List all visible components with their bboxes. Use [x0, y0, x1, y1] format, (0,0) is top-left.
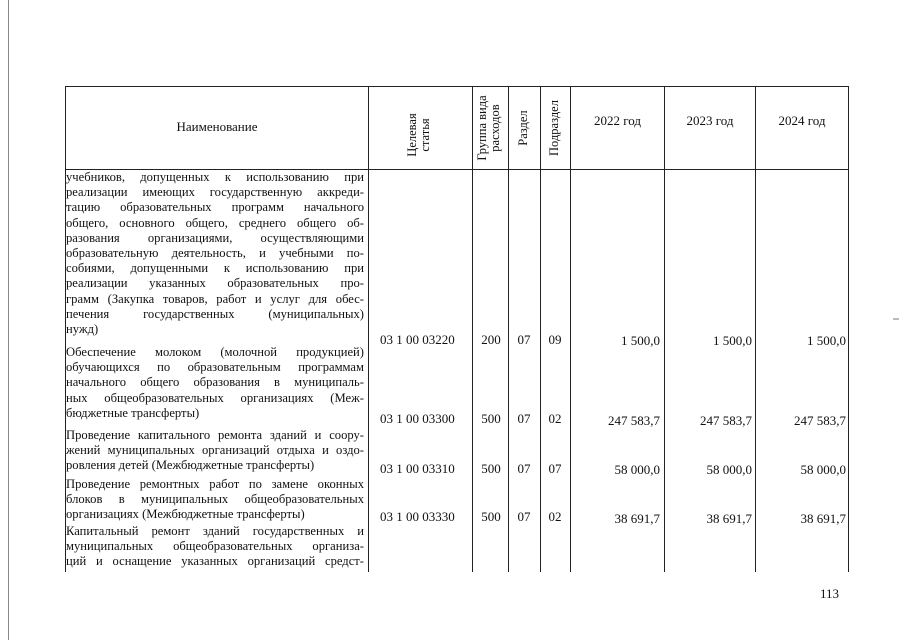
header-name: Наименование	[176, 119, 258, 134]
description-line: Проведение капитального ремонта зданий и соору-	[66, 428, 364, 442]
row-description	[66, 428, 364, 474]
description-line: муниципальных общеобразовательных организа-	[66, 539, 364, 554]
header-2024: 2024 год	[778, 113, 826, 128]
description-line: печения государственных (муниципальных)	[66, 306, 364, 321]
description-line: реализации указанных образовательных про-	[66, 276, 364, 291]
description-line: разования организациями, осуществляющими	[66, 230, 364, 245]
target-article-code: 03 1 00 03300	[380, 411, 455, 426]
col-border-name	[368, 86, 369, 572]
description-line: нужд)	[66, 321, 99, 336]
amount-2023: 1 500,0	[713, 333, 752, 348]
row-description	[66, 477, 364, 523]
row-description	[66, 345, 364, 421]
header-expense-group	[476, 78, 504, 178]
section-code: 07	[517, 332, 531, 347]
description-line: грамм (Закупка товаров, работ и услуг для обес-	[66, 291, 364, 306]
header-group-line1: Группа вида	[475, 95, 489, 161]
col-border-section	[540, 86, 541, 572]
header-2022: 2022 год	[594, 113, 641, 128]
target-article-code: 03 1 00 03310	[380, 461, 455, 476]
row-description	[66, 170, 364, 337]
subsection-code: 02	[548, 509, 562, 524]
description-line: тацию образовательных программ начального	[66, 200, 364, 215]
amount-2022: 247 583,7	[608, 413, 660, 428]
expense-group-code: 200	[481, 332, 501, 347]
col-border-subsection	[570, 86, 571, 572]
amount-2022: 1 500,0	[621, 333, 660, 348]
amount-2024: 58 000,0	[800, 462, 846, 477]
description-line: Проведение ремонтных работ по замене оконных	[66, 477, 364, 491]
header-target-line2: статья	[418, 118, 432, 152]
header-2023: 2023 год	[686, 113, 734, 128]
description-line: начального общего образования в муниципаль-	[66, 375, 364, 390]
col-border-2022	[664, 86, 665, 572]
header-group-line2: расходов	[488, 104, 502, 152]
header-section: Раздел	[516, 110, 530, 146]
subsection-code: 07	[548, 461, 562, 476]
page-number: 113	[820, 586, 840, 601]
col-border-right	[848, 86, 849, 572]
section-code: 07	[517, 509, 531, 524]
subsection-code: 09	[548, 332, 562, 347]
scan-artifact	[893, 318, 899, 320]
description-line: ных общеобразовательных организациях (Меж-	[66, 390, 364, 405]
expense-group-code: 500	[481, 461, 501, 476]
col-border-code	[472, 86, 473, 572]
description-line: общего, основного общего, среднего общего об-	[66, 215, 364, 230]
description-line: собиями, допущенными к использованию при	[66, 261, 364, 276]
description-line: обучающихся по образовательным программам	[66, 360, 364, 375]
description-line: ций и оснащение указанных организаций средст-	[66, 554, 364, 569]
target-article-code: 03 1 00 03220	[380, 332, 455, 347]
amount-2023: 38 691,7	[706, 511, 752, 526]
description-line: организациях (Межбюджетные трансферты)	[66, 507, 305, 522]
amount-2022: 58 000,0	[614, 462, 660, 477]
col-border-group	[508, 86, 509, 572]
scan-left-edge	[8, 0, 9, 640]
amount-2024: 1 500,0	[807, 333, 846, 348]
description-line: Капитальный ремонт зданий государственных и	[66, 524, 364, 538]
description-line: жений муниципальных организаций отдыха и оздо-	[66, 443, 364, 458]
row-description	[66, 524, 364, 570]
amount-2024: 247 583,7	[794, 413, 846, 428]
description-line: блоков в муниципальных общеобразовательных	[66, 492, 364, 507]
col-border-2023	[755, 86, 756, 572]
description-line: реализации имеющих государственную аккреди-	[66, 185, 364, 200]
section-code: 07	[517, 461, 531, 476]
table-top-border	[65, 86, 849, 87]
amount-2022: 38 691,7	[614, 511, 660, 526]
header-target-line1: Целевая	[405, 113, 419, 157]
amount-2024: 38 691,7	[800, 511, 846, 526]
description-line: ровления детей (Межбюджетные трансферты)	[66, 458, 315, 473]
header-target-article	[406, 85, 434, 185]
expense-group-code: 500	[481, 411, 501, 426]
subsection-code: 02	[548, 411, 562, 426]
description-line: бюджетные трансферты)	[66, 405, 200, 420]
amount-2023: 247 583,7	[700, 413, 752, 428]
header-subsection: Подраздел	[547, 100, 561, 156]
amount-2023: 58 000,0	[706, 462, 752, 477]
target-article-code: 03 1 00 03330	[380, 509, 455, 524]
description-line: учебников, допущенных к использованию при	[66, 170, 364, 184]
section-code: 07	[517, 411, 531, 426]
description-line: Обеспечение молоком (молочной продукцией)	[66, 345, 364, 359]
expense-group-code: 500	[481, 509, 501, 524]
description-line: образовательную деятельность, и учебными по-	[66, 245, 364, 260]
